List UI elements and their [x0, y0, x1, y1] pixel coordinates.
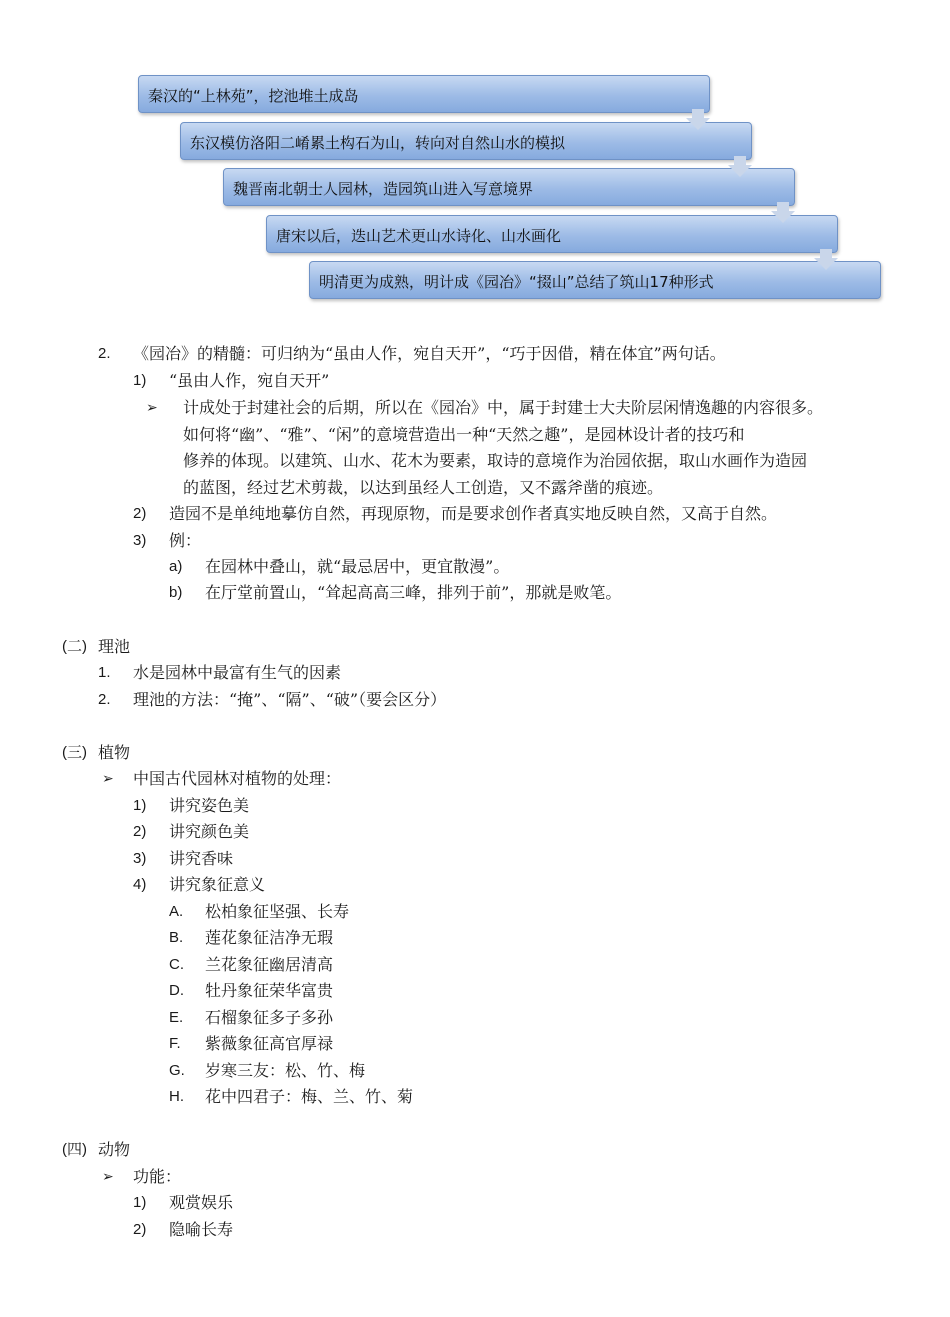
yuanye-bullet-line: 修养的体现。以建筑、山水、花木为要素，取诗的意境作为治园依据，取山水画作为造园 — [183, 451, 808, 470]
list-marker: 2. — [98, 345, 111, 362]
yuanye-essence: 《园冶》的精髓：可归纳为“虽由人作，宛自天开”，“巧于因借，精在体宜”两句话。 — [133, 344, 726, 363]
yuanye-bullet-line: 计成处于封建社会的后期，所以在《园冶》中，属于封建士大夫阶层闲情逸趣的内容很多。 — [183, 398, 824, 417]
flow-arrow-icon — [771, 211, 795, 223]
list-marker: 1) — [133, 1194, 147, 1211]
bullet-arrow-icon: ➢ — [102, 1169, 114, 1185]
list-item: 讲究姿色美 — [169, 796, 250, 815]
list-marker: b) — [169, 584, 183, 601]
symbol-item: 兰花象征幽居清高 — [205, 955, 334, 974]
flow-step-5: 明清更为成熟，明计成《园冶》“掇山”总结了筑山17种形式 — [309, 261, 881, 299]
yuanye-sub3: 例： — [169, 531, 202, 550]
flow-step-2: 东汉模仿洛阳二崤累土构石为山，转向对自然山水的模拟 — [180, 122, 752, 160]
list-item: 讲究香味 — [169, 849, 234, 868]
list-marker: a) — [169, 558, 183, 575]
yuanye-example-a: 在园林中叠山，就“最忌居中，更宜散漫”。 — [205, 557, 510, 576]
symbol-item: 莲花象征洁净无瑕 — [205, 928, 334, 947]
list-marker: 2) — [133, 1221, 147, 1238]
flow-arrow-icon — [728, 165, 752, 177]
list-item: 理池的方法：“掩”、“隔”、“破”（要会区分） — [133, 690, 447, 709]
symbol-item: 牡丹象征荣华富贵 — [205, 981, 334, 1000]
list-marker: 2. — [98, 691, 111, 708]
bullet-arrow-icon: ➢ — [146, 400, 158, 416]
section-marker: (四) — [62, 1141, 87, 1158]
section-title-plants: 植物 — [98, 743, 131, 762]
symbol-item: 紫薇象征高官厚禄 — [205, 1034, 334, 1053]
list-marker: G. — [169, 1062, 185, 1079]
list-marker: 4) — [133, 876, 147, 893]
list-marker: C. — [169, 956, 184, 973]
symbol-item: 岁寒三友：松、竹、梅 — [205, 1061, 366, 1080]
section-title-animals: 动物 — [98, 1140, 131, 1159]
section-title-pond: 理池 — [98, 637, 131, 656]
bullet-arrow-icon: ➢ — [102, 771, 114, 787]
list-marker: 1. — [98, 664, 111, 681]
list-marker: H. — [169, 1088, 184, 1105]
list-item: 讲究象征意义 — [169, 875, 266, 894]
list-marker: D. — [169, 982, 184, 999]
list-marker: A. — [169, 903, 184, 920]
list-item: 观赏娱乐 — [169, 1193, 234, 1212]
list-marker: E. — [169, 1009, 184, 1026]
flow-step-4: 唐宋以后，迭山艺术更山水诗化、山水画化 — [266, 215, 838, 253]
plants-bullet: 中国古代园林对植物的处理： — [133, 769, 342, 788]
symbol-item: 石榴象征多子多孙 — [205, 1008, 334, 1027]
flow-arrow-icon — [686, 118, 710, 130]
list-marker: F. — [169, 1035, 181, 1052]
animals-bullet: 功能： — [133, 1167, 182, 1186]
section-marker: (二) — [62, 638, 87, 655]
list-item: 讲究颜色美 — [169, 822, 250, 841]
list-marker: 1) — [133, 797, 147, 814]
symbol-item: 花中四君子：梅、兰、竹、菊 — [205, 1087, 414, 1106]
list-marker: 3) — [133, 850, 147, 867]
yuanye-example-b: 在厅堂前置山，“耸起高高三峰，排列于前”，那就是败笔。 — [205, 583, 622, 602]
symbol-item: 松柏象征坚强、长寿 — [205, 902, 350, 921]
list-marker: 2) — [133, 505, 147, 522]
flow-arrow-icon — [814, 258, 838, 270]
section-marker: (三) — [62, 744, 87, 761]
flow-step-3: 魏晋南北朝士人园林，造园筑山进入写意境界 — [223, 168, 795, 206]
list-marker: B. — [169, 929, 184, 946]
yuanye-sub1: “虽由人作，宛自天开” — [169, 371, 330, 390]
yuanye-bullet-line: 如何将“幽”、“雅”、“闲”的意境营造出一种“天然之趣”，是园林设计者的技巧和 — [183, 425, 745, 444]
list-item: 隐喻长寿 — [169, 1220, 234, 1239]
list-marker: 1) — [133, 372, 147, 389]
yuanye-sub2: 造园不是单纯地摹仿自然，再现原物，而是要求创作者真实地反映自然，又高于自然。 — [169, 504, 778, 523]
flow-step-1: 秦汉的“上林苑”，挖池堆土成岛 — [138, 75, 710, 113]
list-item: 水是园林中最富有生气的因素 — [133, 663, 342, 682]
list-marker: 3) — [133, 532, 147, 549]
list-marker: 2) — [133, 823, 147, 840]
yuanye-bullet-line: 的蓝图，经过艺术剪裁，以达到虽经人工创造，又不露斧凿的痕迹。 — [183, 478, 664, 497]
